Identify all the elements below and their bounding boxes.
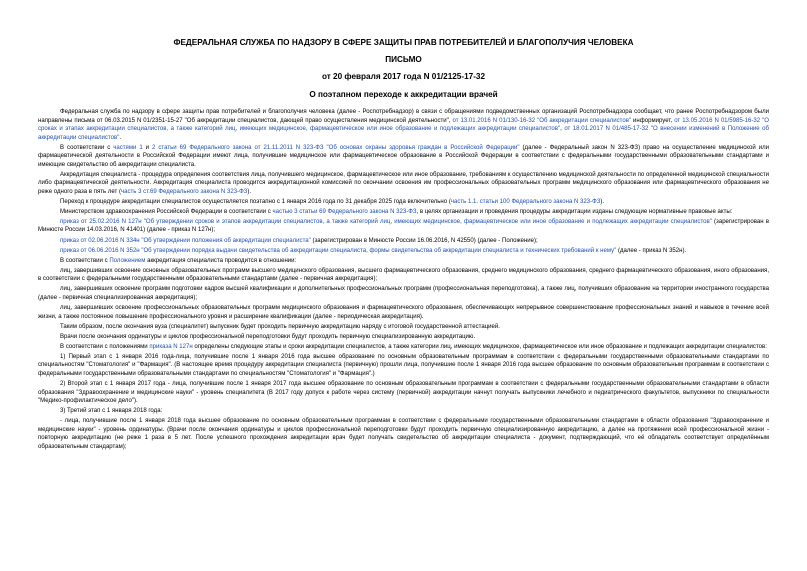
paragraph	[38, 333, 769, 342]
paragraph-text: Аккредитация специалиста - процедура определения соответствия лица, получившего медицинское, фармацевтическое или иное образование, требованиям к осуществлению медицинской деятельности по определенной медицинской специальности либо фармацевтической деятельности. Аккредитация специалиста проводится аккредитационной комиссией по окончании освоения им профессиональных образовательных программ медицинского образования или фармацевтического образования не реже одного раза в пять лет (	[38, 171, 769, 195]
paragraph	[38, 171, 769, 197]
paragraph	[38, 323, 769, 332]
doc-type-heading: ПИСЬМО	[385, 55, 422, 64]
paragraph	[38, 218, 769, 235]
paragraph-text: Таким образом, после окончания вуза (специалитет) выпускник будет проходить первичную аккредитацию наряду с итоговой государственной аттестацией.	[60, 323, 500, 330]
paragraph-text: В соответствии с положениями	[60, 343, 150, 350]
paragraph-text: и	[142, 144, 153, 151]
paragraph	[38, 343, 769, 352]
paragraph-text: .	[119, 134, 122, 141]
paragraph-text: Федеральная служба по надзору в сфере защиты прав потребителей и благополучия человека (далее - Роспотребнадзор) в связи с обращениями подведомственных организаций Роспотребнадзора сообщает, что ранее Роспотребнадзором были направлены письма от 06.03.2015 N 01/2351-15-27 "Об аккредитации специалистов, дающей право осуществления медицинской деятельности",	[38, 109, 769, 124]
paragraph	[38, 285, 769, 302]
paragraph	[38, 417, 769, 451]
document-link[interactable]: часть 3 ст.69 Федерального закона N 323-ФЗ	[121, 188, 248, 195]
paragraph-text: информирует,	[631, 117, 675, 124]
paragraph-text: (далее - Федеральный закон N 323-ФЗ) право на осуществление медицинской или фармацевтической деятельности в Российской Федерации имеют лица, получившие медицинское или фармацевтическое образование в Российской Федерации в соответствии с федеральными государственными образовательными стандартами и имеющие свидетельство об аккредитации специалиста.	[38, 144, 769, 168]
document-link[interactable]: от 18.01.2017 N 01/485-17-32 "О внесении изменений в Положение об аккредитации специалистов"	[38, 126, 769, 141]
paragraph-text: определены следующие этапы и сроки аккредитации специалистов, а также категории лиц, имеющих медицинское, фармацевтическое или иное образование и подлежащих аккредитации специалистов:	[192, 343, 767, 350]
document-link[interactable]: от 13.05.2016 N 01/5985-16-32 "О сроках и этапах аккредитации специалистов, а также категорий лиц, имеющих медицинское, фармацевтическое или иное образование и подлежащих аккредитации специалистов"	[38, 117, 770, 132]
paragraph	[38, 380, 769, 406]
paragraph-text: ,	[560, 126, 565, 132]
paragraph-text: (зарегистрирован в Минюсте России 14.03.2016, N 41401) (далее - приказ N 127н);	[38, 218, 769, 234]
paragraph	[38, 267, 769, 284]
paragraph	[38, 237, 769, 246]
paragraph	[38, 247, 769, 256]
paragraph	[38, 144, 769, 170]
subject-heading: О поэтапном переходе к аккредитации врачей	[309, 90, 498, 99]
paragraph-text: Врачи после окончания ординатуры и циклов профессиональной переподготовки будут проходить первичную специализированную аккредитацию.	[60, 333, 476, 340]
paragraph-text: ).	[247, 188, 252, 195]
paragraph-text: лиц, завершивших освоение основных образовательных программ высшего медицинского образования, высшего фармацевтического образования, среднего медицинского образования, среднего фармацевтического образования, иного образования, в соответствии с федеральными государственными образовательными стандартами (далее - первичная аккредитация);	[38, 267, 769, 283]
document-link[interactable]: 2 статьи 69 Федерального закона от 21.11.2011 N 323-ФЗ "Об основах охраны здоровья граждан в Российской Федерации"	[152, 144, 520, 151]
document-link[interactable]: частью 3 статьи 69 Федерального закона N 323-ФЗ	[272, 208, 417, 215]
document-link[interactable]: часть 1.1. статьи 100 Федерального закона N 323-ФЗ	[450, 198, 601, 205]
document-link[interactable]: приказ от 25.02.2016 N 127н "Об утверждении сроков и этапов аккредитации специалистов, а также категорий лиц, имеющих медицинское, фармацевтическое или иное образование и подлежащих аккредитации специалистов"	[60, 218, 712, 225]
paragraph-text: 1) Первый этап с 1 января 2016 года-лица, получившие после 1 января 2016 года высшее образование по основным образовательным программам в соответствии с федеральными государственными образовательными стандартами по специальностям "Стоматология" и "Фармация". (В настоящее время процедуру аккредитации специалиста (первичную) прошли лица, получившие после 1 января 2016 года высшее образование по основным образовательным программам в соответствии с федеральными государственными образовательными стандартами по специальностям "Стоматология" и "Фармация".)	[38, 353, 769, 377]
document-link[interactable]: приказ от 02.06.2016 N 334н "Об утверждении положения об аккредитации специалиста"	[60, 237, 311, 244]
paragraph-text: В соответствии с	[60, 144, 114, 151]
document-link[interactable]: частями 1	[113, 144, 143, 151]
paragraph-text: - лица, получившие после 1 января 2018 года высшее образование по основным образовательным программам в соответствии с федеральными государственными образовательными стандартами в области образования "Здравоохранение и медицинские науки" - уровень ординатуры. (Врачи после окончания ординатуры и циклов профессиональной переподготовки будут проходить первичную специализированную аккредитацию, а далее на протяжении всей профессиональной жизни - повторную аккредитацию (не реже 1 раза в 5 лет. После успешного прохождения аккредитации врач будет получать свидетельство об аккредитации специалиста - документ, подтверждающий, что её обладатель соответствует определённым образовательным стандартам);	[38, 418, 769, 450]
paragraph-text: лиц, завершивших освоение профессиональных образовательных программ медицинского образования и фармацевтического образования, обеспечивающих непрерывное совершенствование профессиональных знаний и навыков в течение всей жизни, а также постоянное повышение профессионального уровня и расширение квалификации (далее - периодическая аккредитация).	[38, 305, 769, 320]
document-link[interactable]: приказ от 06.06.2016 N 352н "Об утверждении порядка выдачи свидетельства об аккредитации специалиста, формы свидетельства об аккредитации специалиста и технических требований к нему"	[60, 247, 617, 254]
paragraph-text: (зарегистрирован в Минюсте России 16.06.2016, N 42550) (далее - Положение);	[310, 237, 538, 244]
paragraph	[38, 407, 769, 416]
paragraph-text: лиц, завершивших освоение программ подготовки кадров высшей квалификации и дополнительных профессиональных программ (профессиональная переподготовка), а также лиц, получивших образование на территории иностранного государства (далее - первичная специализированная аккредитация);	[38, 286, 769, 301]
paragraph	[38, 353, 769, 379]
paragraph-text: аккредитация специалиста проводится в отношении:	[145, 257, 297, 264]
document-body	[38, 108, 769, 451]
paragraph-text: , в целях организации и проведения процедуры аккредитации изданы следующие нормативные правовые акты:	[416, 208, 733, 215]
paragraph-text: 2) Второй этап с 1 января 2017 года - лица, получившие после 1 января 2017 года высшее образование по основным образовательным программам в соответствии с федеральными государственными образовательными стандартами в области образования "Здравоохранение и медицинские науки" - уровень специалитета (В 2017 году допуск к работе через систему (первичной) аккредитации начнут получать выпускники лечебного и педиатрического факультетов, выпускники по специальности "Медико-профилактическое дело").	[38, 381, 769, 404]
paragraph	[38, 208, 769, 217]
agency-heading: ФЕДЕРАЛЬНАЯ СЛУЖБА ПО НАДЗОРУ В СФЕРЕ ЗАЩИТЫ ПРАВ ПОТРЕБИТЕЛЕЙ И БЛАГОПОЛУЧИЯ ЧЕЛОВЕКА	[173, 38, 634, 47]
paragraph	[38, 198, 769, 207]
paragraph	[38, 304, 769, 321]
date-number-heading: от 20 февраля 2017 года N 01/2125-17-32	[321, 72, 486, 81]
paragraph-text: (далее - приказ N 352н).	[616, 247, 687, 254]
paragraph-text: Переход к процедуре аккредитации специалистов осуществляется поэтапно с 1 января 2016 года по 31 декабря 2025 года включительно (	[60, 198, 451, 205]
document-link[interactable]: приказа N 127н	[149, 343, 193, 350]
paragraph-text: 3) Третий этап с 1 января 2018 года:	[60, 408, 163, 415]
paragraph-text: В соответствии с	[60, 257, 110, 264]
paragraph	[38, 257, 769, 266]
paragraph	[38, 108, 769, 142]
document-link[interactable]: от 13.01.2016 N 01/130-16-32 "Об аккредитации специалистов"	[452, 117, 632, 124]
paragraph-text: ).	[600, 198, 605, 205]
document-link[interactable]: Положением	[109, 257, 146, 264]
paragraph-text: Министерством здравоохранения Российской Федерации в соответствии с	[60, 208, 273, 215]
